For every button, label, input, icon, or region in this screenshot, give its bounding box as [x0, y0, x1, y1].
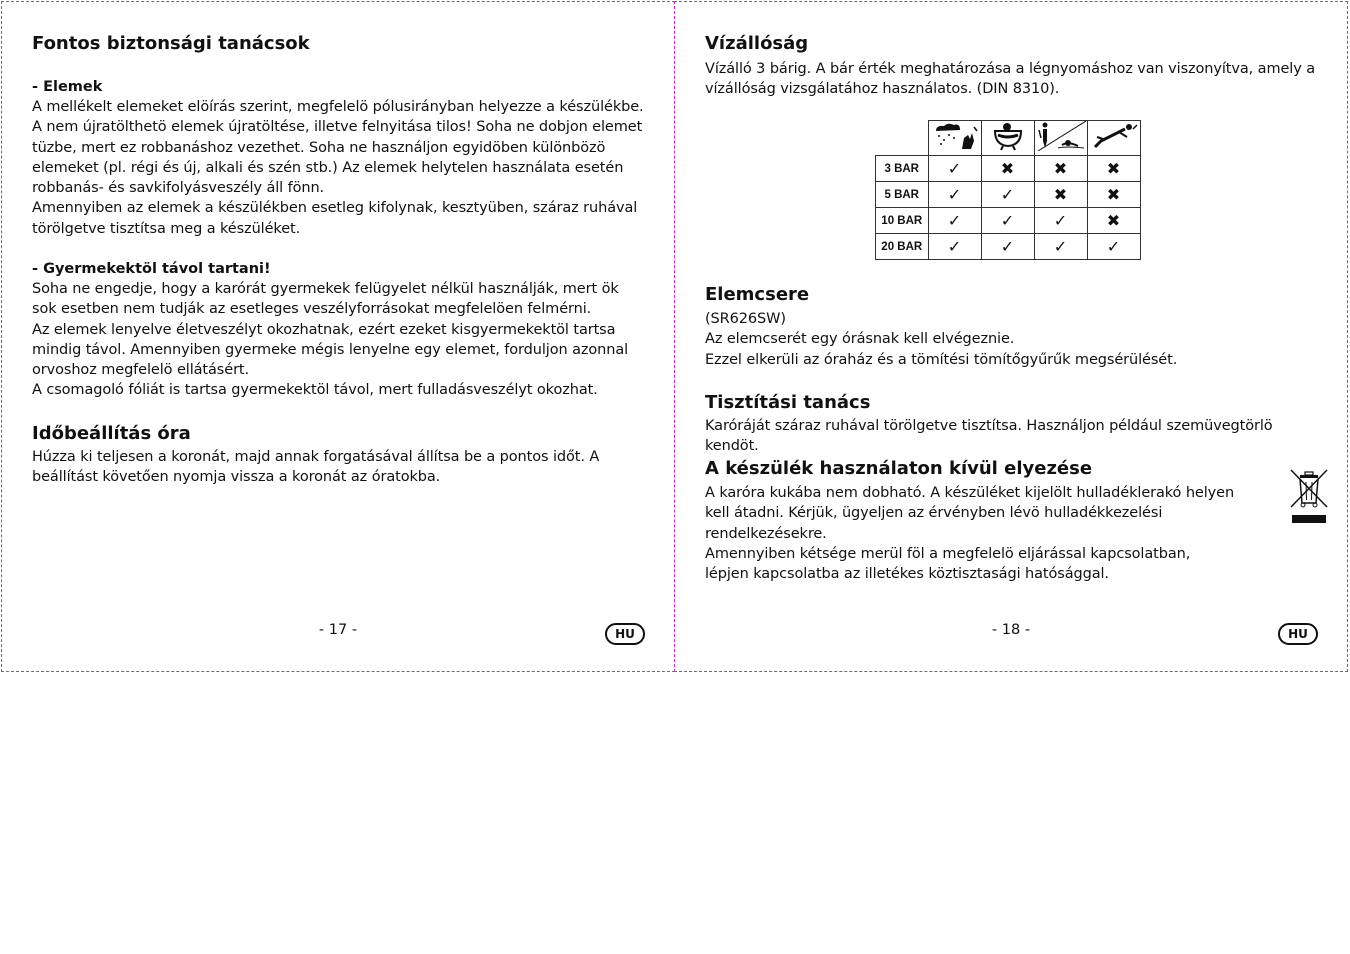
- check-icon: ✓: [981, 208, 1034, 234]
- icon-row: [876, 121, 1141, 156]
- batteries-heading: - Elemek: [32, 79, 103, 95]
- crossed-bin-icon: [1288, 467, 1330, 529]
- battery-text-1: Az elemcserét egy órásnak kell elvégeznie.: [705, 331, 1015, 348]
- check-icon: ✓: [1034, 234, 1087, 260]
- cleaning-title: Tisztítási tanács: [705, 392, 871, 413]
- row-label: 5 BAR: [876, 182, 929, 208]
- cross-icon: ✖: [1087, 182, 1140, 208]
- check-icon: ✓: [928, 182, 981, 208]
- cross-icon: ✖: [1087, 208, 1140, 234]
- children-text-1: Soha ne engedje, hogy a karórát gyermekek felügyelet nélkül használják, mert ök sok esetben nem tudják az esetleges veszélyforrásokat megfelelöen felmérni.: [32, 281, 619, 318]
- check-icon: ✓: [1087, 234, 1140, 260]
- disposal-text-1: A karóra kukába nem dobható. A készüléket kijelölt hulladéklerakó helyen kell átadni. Kérjük, ügyeljen az érvényben lévö hulladékkezelési rendelkezésekre.: [705, 485, 1235, 542]
- batteries-text-1: A mellékelt elemeket elöírás szerint, megfelelö pólusirányban helyezze a készülékbe. A nem újratölthetö elemek újratöltése, illetve felnyitása tilos! Soha ne dobjon elemet tüzbe, mert ez robbanáshoz vezethet. Soha ne használjon egyidöben különbözö elemeket (pl. régi és új, alkali és szén stb.) Az elemek helytelen használata esetén robbanás- és savkifolyásveszély áll fönn.: [32, 99, 644, 197]
- water-resistance-table: [875, 120, 1141, 260]
- children-text-2: Az elemek lenyelve életveszélyt okozhatnak, ezért ezeket kisgyermekektöl tartsa mindig távol. Amennyiben gyermeke mégis lenyelne egy elemet, forduljon azonnal orvoshoz megfelelö ellátásért.: [32, 321, 629, 379]
- cross-icon: ✖: [1034, 156, 1087, 182]
- check-icon: ✓: [928, 208, 981, 234]
- disposal-section: [705, 483, 1237, 584]
- batteries-text-2: Amennyiben az elemek a készülékben esetleg kifolynak, kesztyüben, száraz ruhával törölgetve tisztítsa meg a készüléket.: [32, 200, 638, 237]
- row-label: 10 BAR: [876, 208, 929, 234]
- page-number: - 17 -: [318, 622, 358, 638]
- row-3bar: [876, 156, 1141, 182]
- page-17: [1, 1, 675, 672]
- row-10bar: [876, 208, 1141, 234]
- safety-title: Fontos biztonsági tanácsok: [32, 33, 310, 54]
- children-section: [32, 259, 644, 401]
- cleaning-section: [705, 416, 1317, 457]
- battery-text-2: Ezzel elkerüli az óraház és a tömítési tömítőgyűrűk megsérülését.: [705, 351, 1178, 368]
- page-18: [674, 1, 1348, 672]
- row-label: 3 BAR: [876, 156, 929, 182]
- battery-change-section: [705, 309, 1317, 370]
- disposal-title: A készülék használaton kívül elyezése: [705, 458, 1093, 479]
- page-number: - 18 -: [991, 622, 1031, 638]
- check-icon: ✓: [1034, 208, 1087, 234]
- row-20bar: [876, 234, 1141, 260]
- battery-model: (SR626SW): [705, 311, 786, 327]
- battery-change-title: Elemcsere: [705, 284, 810, 305]
- children-heading: - Gyermekektöl távol tartani!: [32, 261, 271, 277]
- batteries-section: [32, 77, 644, 239]
- language-badge: HU: [1278, 623, 1318, 645]
- cross-icon: ✖: [981, 156, 1034, 182]
- disposal-text-2: Amennyiben kétsége merül föl a megfelelö eljárással kapcsolatban, lépjen kapcsolatba az illetékes köztisztasági hatósággal.: [705, 545, 1191, 583]
- cleaning-text: Karóráját száraz ruhával törölgetve tisztítsa. Használjon például szemüvegtörlö kendöt.: [705, 418, 1273, 455]
- cross-icon: ✖: [1087, 156, 1140, 182]
- water-text: Vízálló 3 bárig. A bár érték meghatározása a légnyomáshoz van viszonyítva, amely a vízállóság vizsgálatához használatos. (DIN 8310).: [705, 61, 1316, 98]
- children-text-3: A csomagoló fóliát is tartsa gyermekektöl távol, mert fulladásveszélyt okozhat.: [32, 382, 598, 399]
- check-icon: ✓: [928, 156, 981, 182]
- language-badge: HU: [605, 623, 645, 645]
- swimming-icon: [1034, 121, 1087, 156]
- time-text: Húzza ki teljesen a koronát, majd annak forgatásával állítsa be a pontos időt. A beállítást követően nyomja vissza a koronát az óratokba.: [32, 449, 600, 486]
- check-icon: ✓: [981, 234, 1034, 260]
- check-icon: ✓: [981, 182, 1034, 208]
- check-icon: ✓: [928, 234, 981, 260]
- water-section: [705, 59, 1317, 100]
- cross-icon: ✖: [1034, 182, 1087, 208]
- time-title: Időbeállítás óra: [32, 423, 191, 444]
- diving-icon: [1087, 121, 1140, 156]
- shower-bath-icon: [981, 121, 1034, 156]
- time-section: [32, 447, 644, 488]
- water-title: Vízállóság: [705, 33, 809, 54]
- rain-splash-icon: [928, 121, 981, 156]
- row-label: 20 BAR: [876, 234, 929, 260]
- row-5bar: [876, 182, 1141, 208]
